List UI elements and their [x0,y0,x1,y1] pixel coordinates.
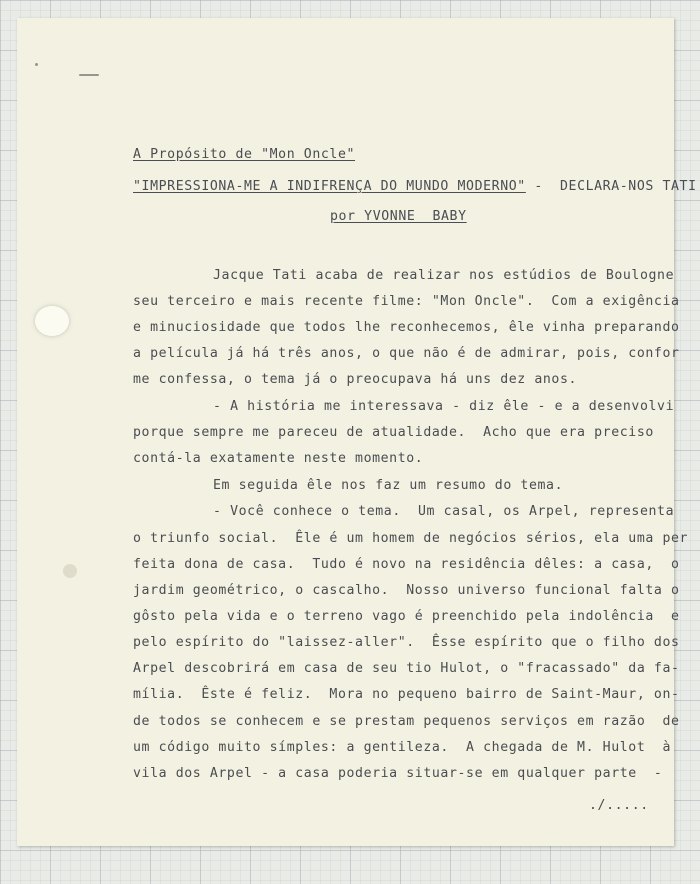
body-line: Em seguida êle nos faz um resumo do tema. [213,478,564,493]
body-line: Arpel descobrirá em casa de seu tio Hulot, o "fracassado" da fa- [133,661,680,676]
body-line: feita dona de casa. Tudo é novo na residência dêles: a casa, o [133,557,680,572]
body-line: pelo espírito do "laissez-aller". Êsse espírito que o filho dos [133,635,680,650]
body-line: porque sempre me pareceu de atualidade. Acho que era preciso [133,425,654,440]
paper-mark [79,74,99,76]
page-continuation: ./..... [589,798,649,813]
paper-mark [35,63,38,66]
paper-stain [63,564,77,578]
body-line: o triunfo social. Êle é um homem de negócios sérios, ela uma per [133,531,689,546]
body-line: vila dos Arpel - a casa poderia situar-se em qualquer parte - [133,766,663,781]
heading-quote: "IMPRESSIONA-ME A INDIFRENÇA DO MUNDO MODERNO" [133,179,526,194]
paper-stain [35,306,69,336]
body-line: e minuciosidade que todos lhe reconhecemos, êle vinha preparando [133,320,680,335]
body-line: um código muito símples: a gentileza. A chegada de M. Hulot à [133,740,671,755]
body-line: a película já há três anos, o que não é de admirar, pois, confor [133,346,680,361]
heading-attribution: - DECLARA-NOS TATI [525,179,697,194]
body-line: mília. Êste é feliz. Mora no pequeno bairro de Saint-Maur, on- [133,687,680,702]
body-line: gôsto pela vida e o terreno vago é preenchido pela indolência e [133,609,680,624]
typewritten-page [17,18,697,846]
body-line: seu terceiro e mais recente filme: "Mon Oncle". Com a exigência [133,294,680,309]
body-line: jardim geométrico, o cascalho. Nosso universo funcional falta o [133,583,680,598]
heading-line-2 [133,179,697,195]
body-line: contá-la exatamente neste momento. [133,451,424,466]
body-line: - Você conhece o tema. Um casal, os Arpel, representa [213,504,675,519]
byline: por YVONNE BABY [330,209,467,224]
body-line: - A história me interessava - diz êle - e a desenvolvi [213,399,675,414]
body-line: me confessa, o tema já o preocupava há uns dez anos. [133,372,578,387]
body-line: Jacque Tati acaba de realizar nos estúdios de Boulogne [213,268,675,283]
heading-line-1: A Propósito de "Mon Oncle" [133,147,356,162]
body-line: de todos se conhecem e se prestam pequenos serviços em razão de [133,714,680,729]
